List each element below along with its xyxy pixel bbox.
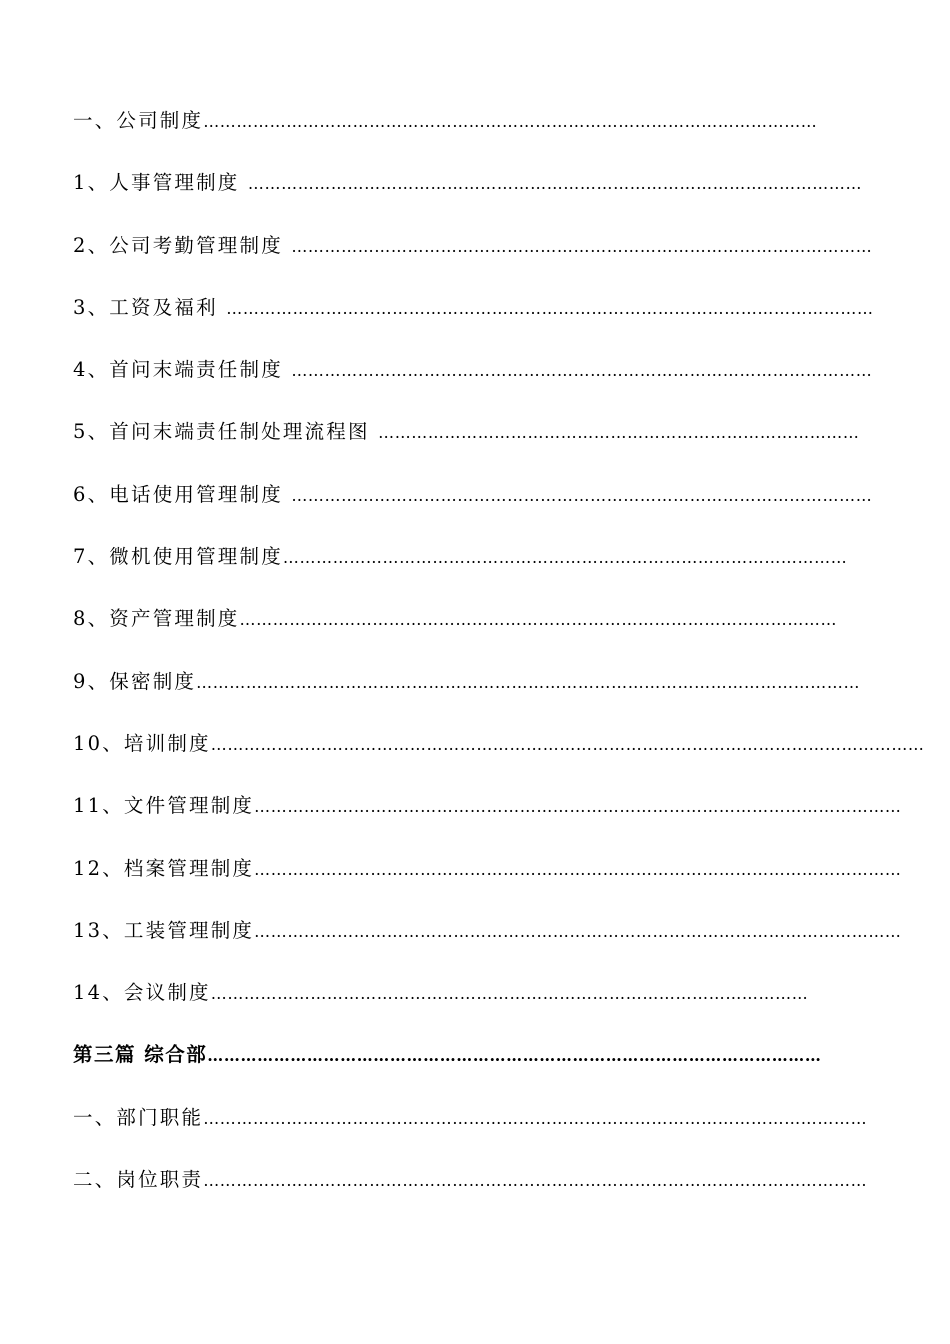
toc-leader-dots: ……………………………………………………………………………………………… xyxy=(210,984,809,1004)
toc-entry-attendance[interactable] xyxy=(73,223,873,285)
toc-leader-dots: ………………………………………………………………………………………………… xyxy=(207,1046,822,1066)
toc-entry-title: 3、工资及福利 xyxy=(73,295,227,319)
toc-entry-computer-use[interactable] xyxy=(73,534,848,596)
toc-entry-title: 6、电话使用管理制度 xyxy=(73,482,292,506)
toc-leader-dots: ……………………………………………………………………………………………… xyxy=(239,610,838,630)
toc-entry-title: 13、工装管理制度 xyxy=(73,918,255,942)
toc-entry-training[interactable] xyxy=(73,721,925,783)
toc-entry-confidentiality[interactable] xyxy=(73,659,861,721)
toc-entry-hr-management[interactable] xyxy=(73,160,863,222)
toc-entry-title: 二、岗位职责 xyxy=(73,1168,204,1192)
toc-entry-uniform-management[interactable] xyxy=(73,908,902,970)
toc-leader-dots: ………………………………………………………………………………………………… xyxy=(203,112,818,131)
toc-leader-dots: …………………………………………………………………………… xyxy=(378,423,860,443)
toc-entry-title: 1、人事管理制度 xyxy=(73,171,248,195)
toc-leader-dots: ……………………………………………………………………………………………………… xyxy=(254,797,902,817)
toc-leader-dots: ……………………………………………………………………………………………………… xyxy=(226,298,874,318)
toc-leader-dots: …………………………………………………………………………………………… xyxy=(291,485,873,505)
toc-entry-company-rules[interactable] xyxy=(73,98,818,160)
toc-leader-dots: ………………………………………………………………………………………………………… xyxy=(203,1171,868,1191)
toc-entry-title: 4、首问末端责任制度 xyxy=(73,358,292,382)
toc-entry-archive-management[interactable] xyxy=(73,846,902,908)
toc-entry-asset-management[interactable] xyxy=(73,596,838,658)
toc-leader-dots: ………………………………………………………………………………………………………………… xyxy=(210,734,925,754)
toc-entry-title: 5、首问末端责任制处理流程图 xyxy=(73,420,379,444)
toc-entry-job-responsibilities[interactable] xyxy=(73,1157,868,1219)
toc-entry-meeting[interactable] xyxy=(73,970,809,1032)
toc-leader-dots: ………………………………………………………………………………………… xyxy=(282,548,848,568)
toc-leader-dots: ………………………………………………………………………………………………………… xyxy=(203,1108,868,1128)
toc-entry-title: 11、文件管理制度 xyxy=(73,794,255,818)
toc-leader-dots: ………………………………………………………………………………………………………… xyxy=(196,672,861,692)
toc-leader-dots: …………………………………………………………………………………………… xyxy=(291,236,873,256)
table-of-contents xyxy=(73,98,925,1219)
toc-entry-title: 14、会议制度 xyxy=(73,981,211,1005)
toc-section-title: 第三篇 综合部 xyxy=(73,1043,208,1067)
toc-section-heading[interactable] xyxy=(73,1032,822,1094)
toc-entry-salary-welfare[interactable] xyxy=(73,285,874,347)
toc-entry-title: 2、公司考勤管理制度 xyxy=(73,233,292,257)
toc-leader-dots: ……………………………………………………………………………………………………… xyxy=(254,921,902,941)
toc-entry-title: 一、公司制度 xyxy=(73,109,204,132)
toc-entry-responsibility-flowchart[interactable] xyxy=(73,409,860,471)
toc-entry-title: 一、部门职能 xyxy=(73,1105,204,1129)
toc-entry-title: 8、资产管理制度 xyxy=(73,607,240,631)
toc-entry-department-functions[interactable] xyxy=(73,1095,868,1157)
toc-entry-title: 12、档案管理制度 xyxy=(73,856,255,880)
toc-entry-title: 9、保密制度 xyxy=(73,669,197,693)
toc-leader-dots: …………………………………………………………………………………………… xyxy=(291,361,873,381)
toc-entry-first-inquiry-responsibility[interactable] xyxy=(73,347,873,409)
toc-entry-title: 7、微机使用管理制度 xyxy=(73,545,283,569)
toc-entry-title: 10、培训制度 xyxy=(73,731,211,755)
toc-entry-telephone-use[interactable] xyxy=(73,472,873,534)
toc-leader-dots: ……………………………………………………………………………………………………… xyxy=(254,859,902,879)
toc-entry-document-management[interactable] xyxy=(73,783,902,845)
toc-leader-dots: ………………………………………………………………………………………………… xyxy=(247,174,863,194)
